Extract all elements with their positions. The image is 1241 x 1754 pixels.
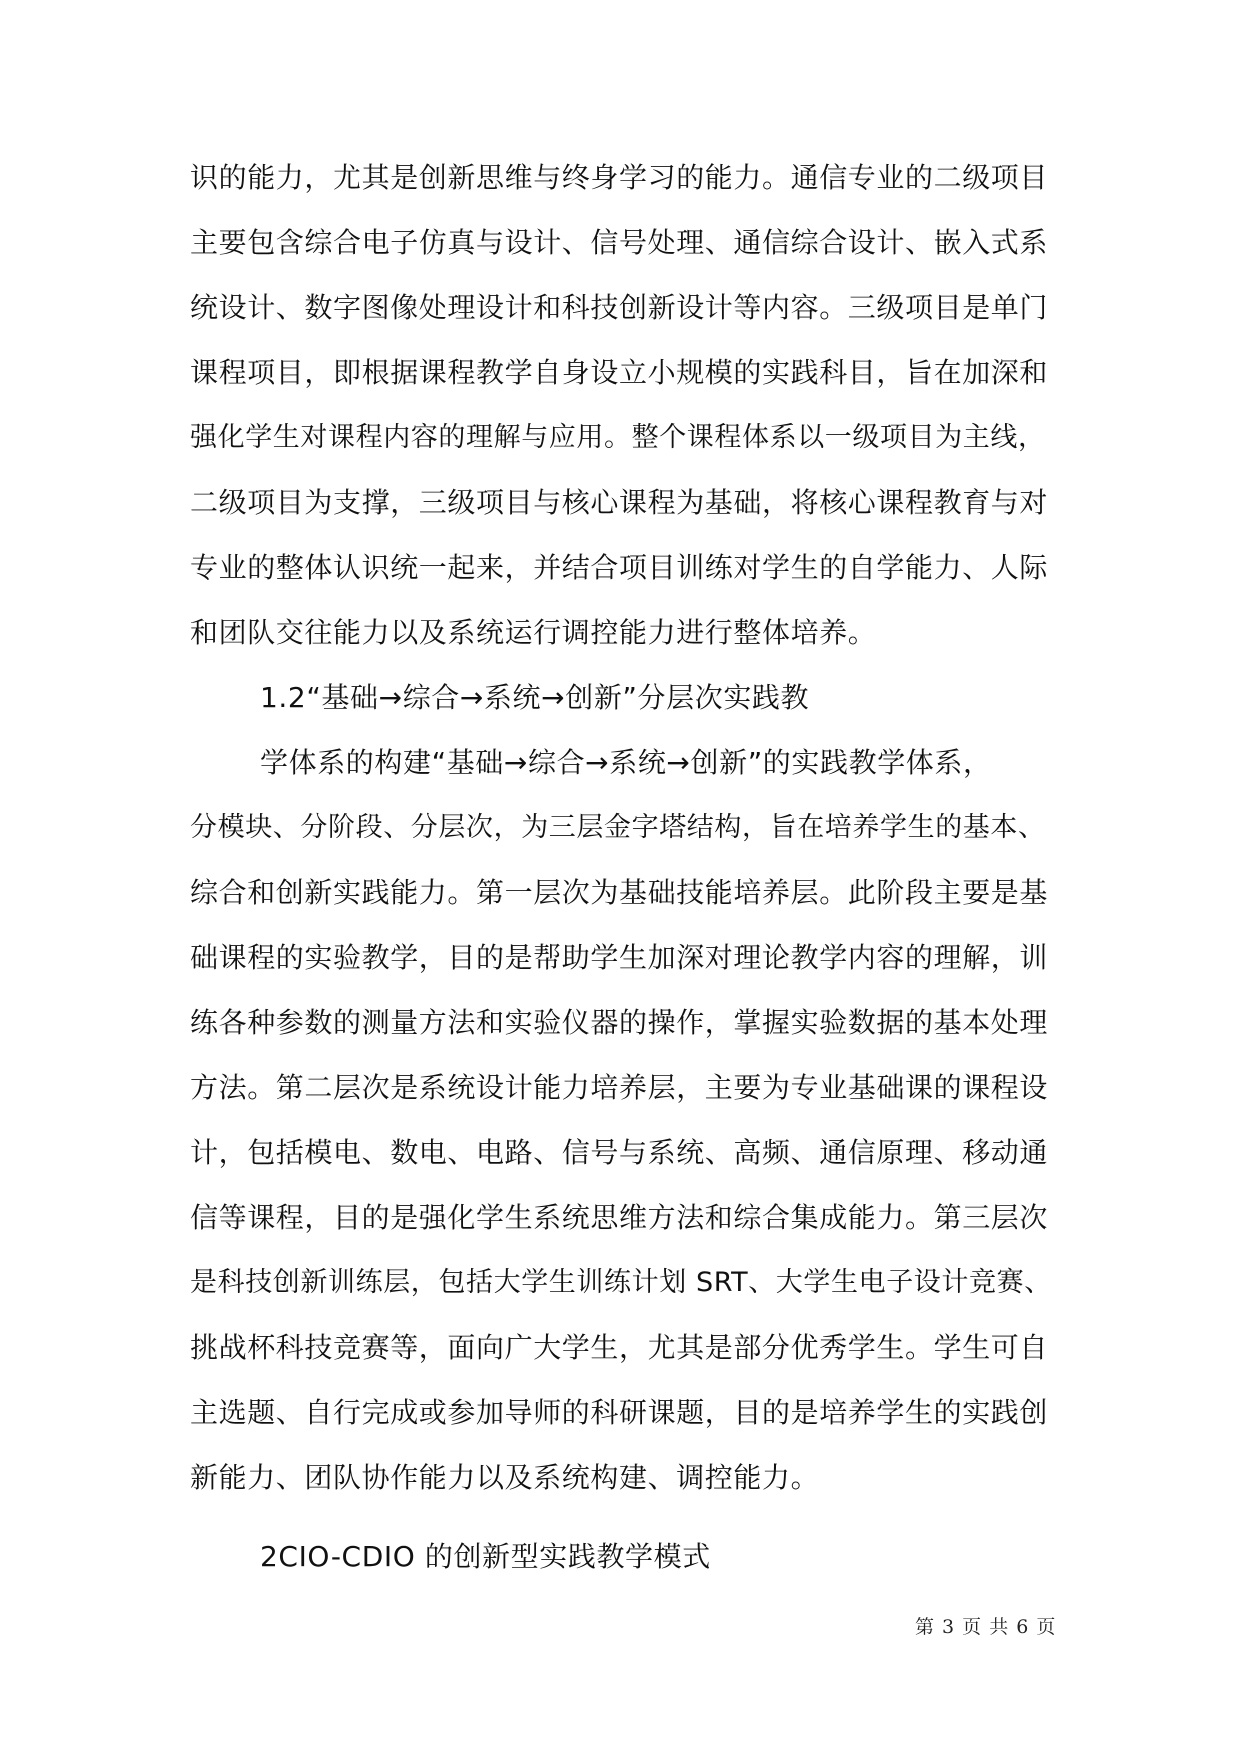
paragraph-line: 和团队交往能力以及系统运行调控能力进行整体培养。: [190, 616, 877, 649]
paragraph-line: 主选题、自行完成或参加导师的科研课题，目的是培养学生的实践创: [190, 1396, 1049, 1429]
paragraph-line: 础课程的实验教学，目的是帮助学生加深对理论教学内容的理解，训: [190, 941, 1049, 974]
paragraph-line: 信等课程，目的是强化学生系统思维方法和综合集成能力。第三层次: [190, 1201, 1049, 1234]
paragraph-line: 综合和创新实践能力。第一层次为基础技能培养层。此阶段主要是基: [190, 876, 1049, 909]
paragraph-line: 课程项目，即根据课程教学自身设立小规模的实践科目，旨在加深和: [190, 356, 1049, 389]
paragraph-line: 分模块、分阶段、分层次，为三层金字塔结构，旨在培养学生的基本、: [190, 812, 1046, 843]
paragraph-line: 练各种参数的测量方法和实验仪器的操作，掌握实验数据的基本处理: [190, 1006, 1049, 1039]
paragraph-line: 挑战杯科技竞赛等，面向广大学生，尤其是部分优秀学生。学生可自: [190, 1331, 1049, 1364]
paragraph-line: 学体系的构建“基础→综合→系统→创新”的实践教学体系，: [260, 746, 992, 779]
paragraph-line: 统设计、数字图像处理设计和科技创新设计等内容。三级项目是单门: [190, 291, 1049, 324]
paragraph-line: 二级项目为支撑，三级项目与核心课程为基础，将核心课程教育与对: [190, 486, 1049, 519]
paragraph-line: 专业的整体认识统一起来，并结合项目训练对学生的自学能力、人际: [190, 551, 1049, 584]
paragraph-line: 主要包含综合电子仿真与设计、信号处理、通信综合设计、嵌入式系: [190, 226, 1049, 259]
paragraph-line: 识的能力，尤其是创新思维与终身学习的能力。通信专业的二级项目: [190, 161, 1049, 194]
paragraph-line: 方法。第二层次是系统设计能力培养层，主要为专业基础课的课程设: [190, 1071, 1049, 1104]
paragraph-line: 强化学生对课程内容的理解与应用。整个课程体系以一级项目为主线，: [190, 422, 1046, 453]
section-heading: 1.2“基础→综合→系统→创新”分层次实践教: [260, 681, 810, 714]
paragraph-line: 计，包括模电、数电、电路、信号与系统、高频、通信原理、移动通: [190, 1136, 1049, 1169]
paragraph-line: 是科技创新训练层，包括大学生训练计划 SRT、大学生电子设计竞赛、: [190, 1267, 1052, 1298]
page-number-footer: 第 3 页 共 6 页: [915, 1616, 1057, 1638]
section-heading: 2CIO-CDIO 的创新型实践教学模式: [260, 1540, 711, 1573]
paragraph-line: 新能力、团队协作能力以及系统构建、调控能力。: [190, 1461, 820, 1494]
